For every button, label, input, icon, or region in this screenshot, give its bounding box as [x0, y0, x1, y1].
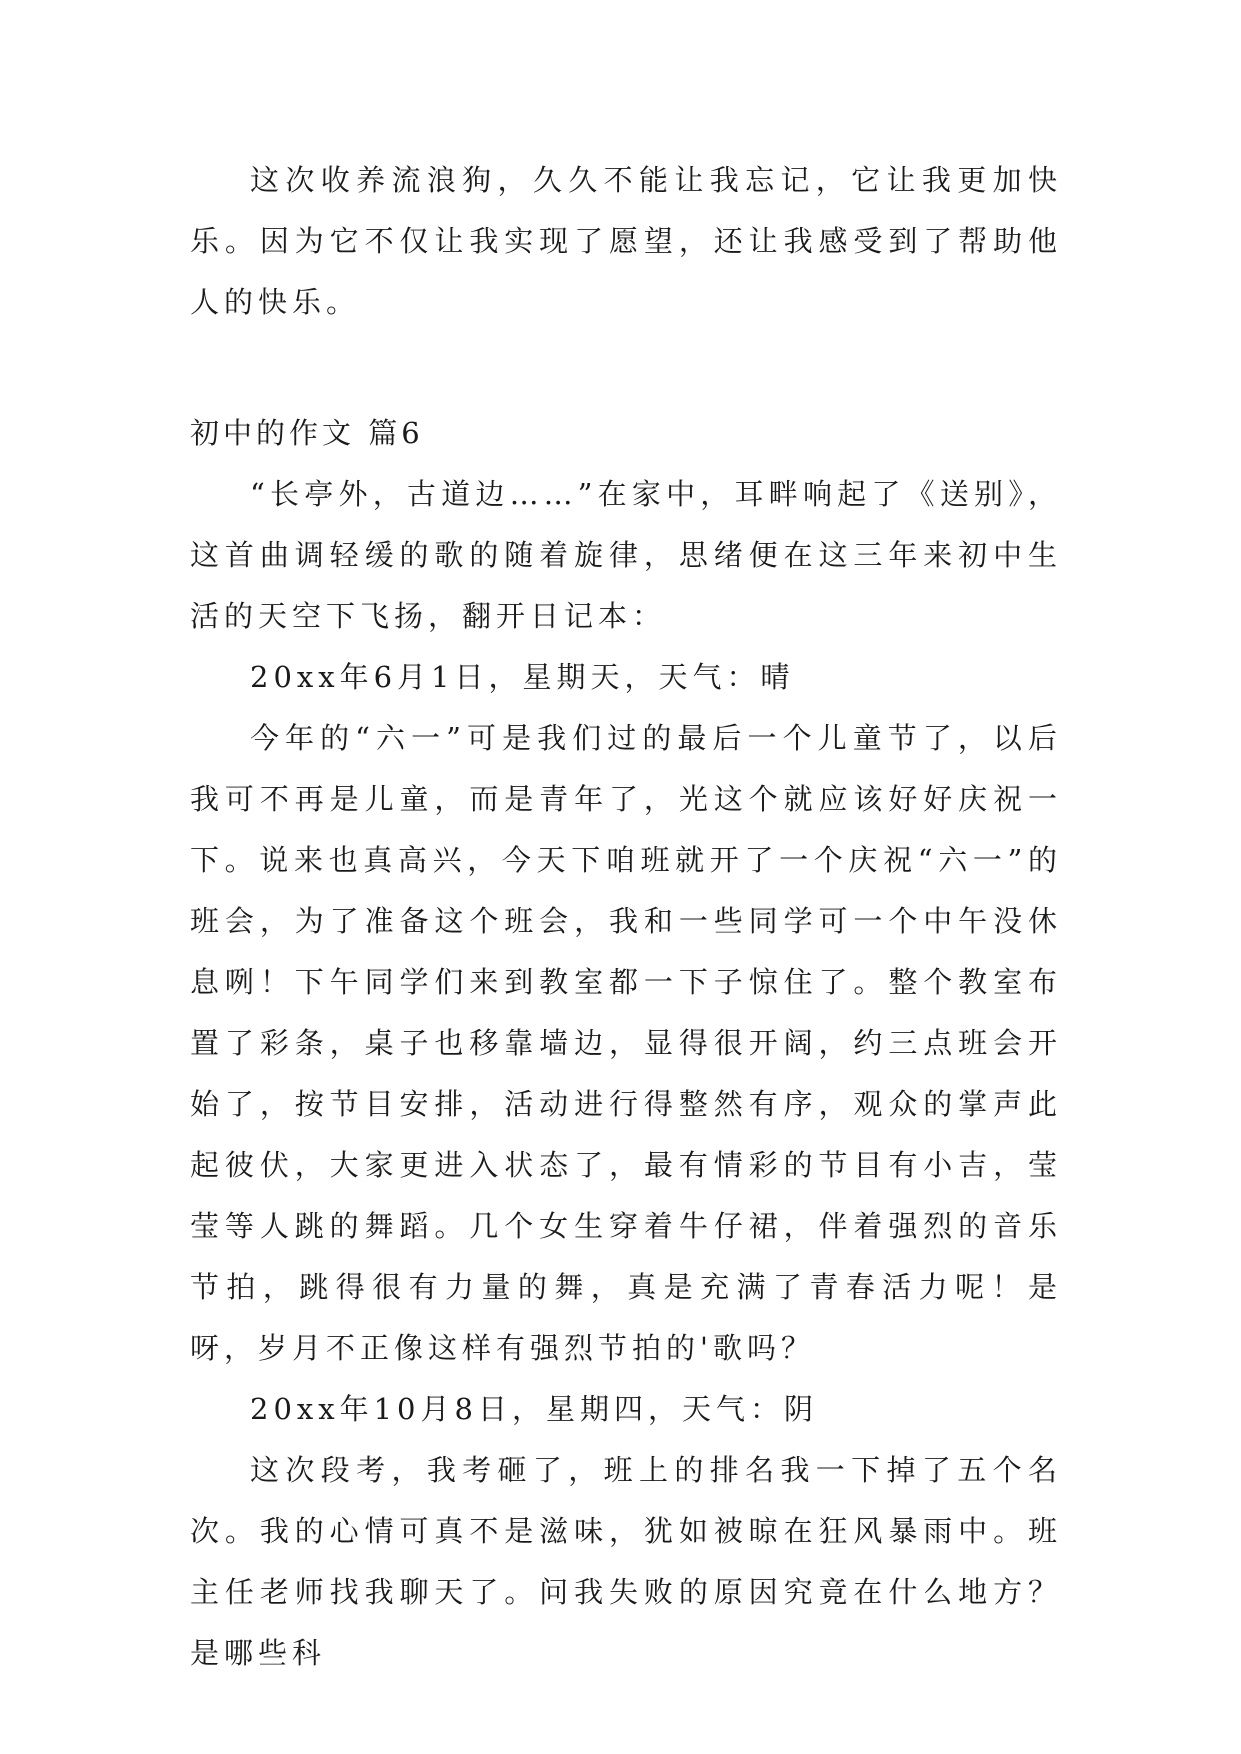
document-body: [190, 150, 1062, 1684]
diary-date-june: 20xx年6月1日，星期天，天气：晴: [250, 660, 795, 694]
paragraph-childrens-day: 今年的“六一”可是我们过的最后一个儿童节了，以后我可不再是儿童，而是青年了，光这个就应该好好庆祝一下。说来也真高兴，今天下咱班就开了一个庆祝“六一”的班会，为了准备这个班会，我和一些同学可一个中午没休息咧！下午同学们来到教室都一下子惊住了。整个教室布置了彩条，桌子也移靠墙边，显得很开阔，约三点班会开始了，按节目安排，活动进行得整然有序，观众的掌声此起彼伏，大家更进入状态了，最有情彩的节目有小吉，莹莹等人跳的舞蹈。几个女生穿着牛仔裙，伴着强烈的音乐节拍，跳得很有力量的舞，真是充满了青春活力呢！是呀，岁月不正像这样有强烈节拍的'歌吗？: [190, 721, 1062, 1365]
paragraph-exam: 这次段考，我考砸了，班上的排名我一下掉了五个名次。我的心情可真不是滋味，犹如被晾在狂风暴雨中。班主任老师找我聊天了。问我失败的原因究竟在什么地方？是哪些科: [190, 1453, 1062, 1670]
diary-date-october: 20xx年10月8日，星期四，天气：阴: [250, 1392, 818, 1426]
paragraph-intro-song: “长亭外，古道边……”在家中，耳畔响起了《送别》，这首曲调轻缓的歌的随着旋律，思绪便在这三年来初中生活的天空下飞扬，翻开日记本：: [190, 477, 1062, 633]
intro-paragraph: 这次收养流浪狗，久久不能让我忘记，它让我更加快乐。因为它不仅让我实现了愿望，还让我感受到了帮助他人的快乐。: [190, 163, 1062, 319]
section-gap: [190, 333, 1062, 403]
section-heading: 初中的作文 篇6: [190, 416, 424, 450]
